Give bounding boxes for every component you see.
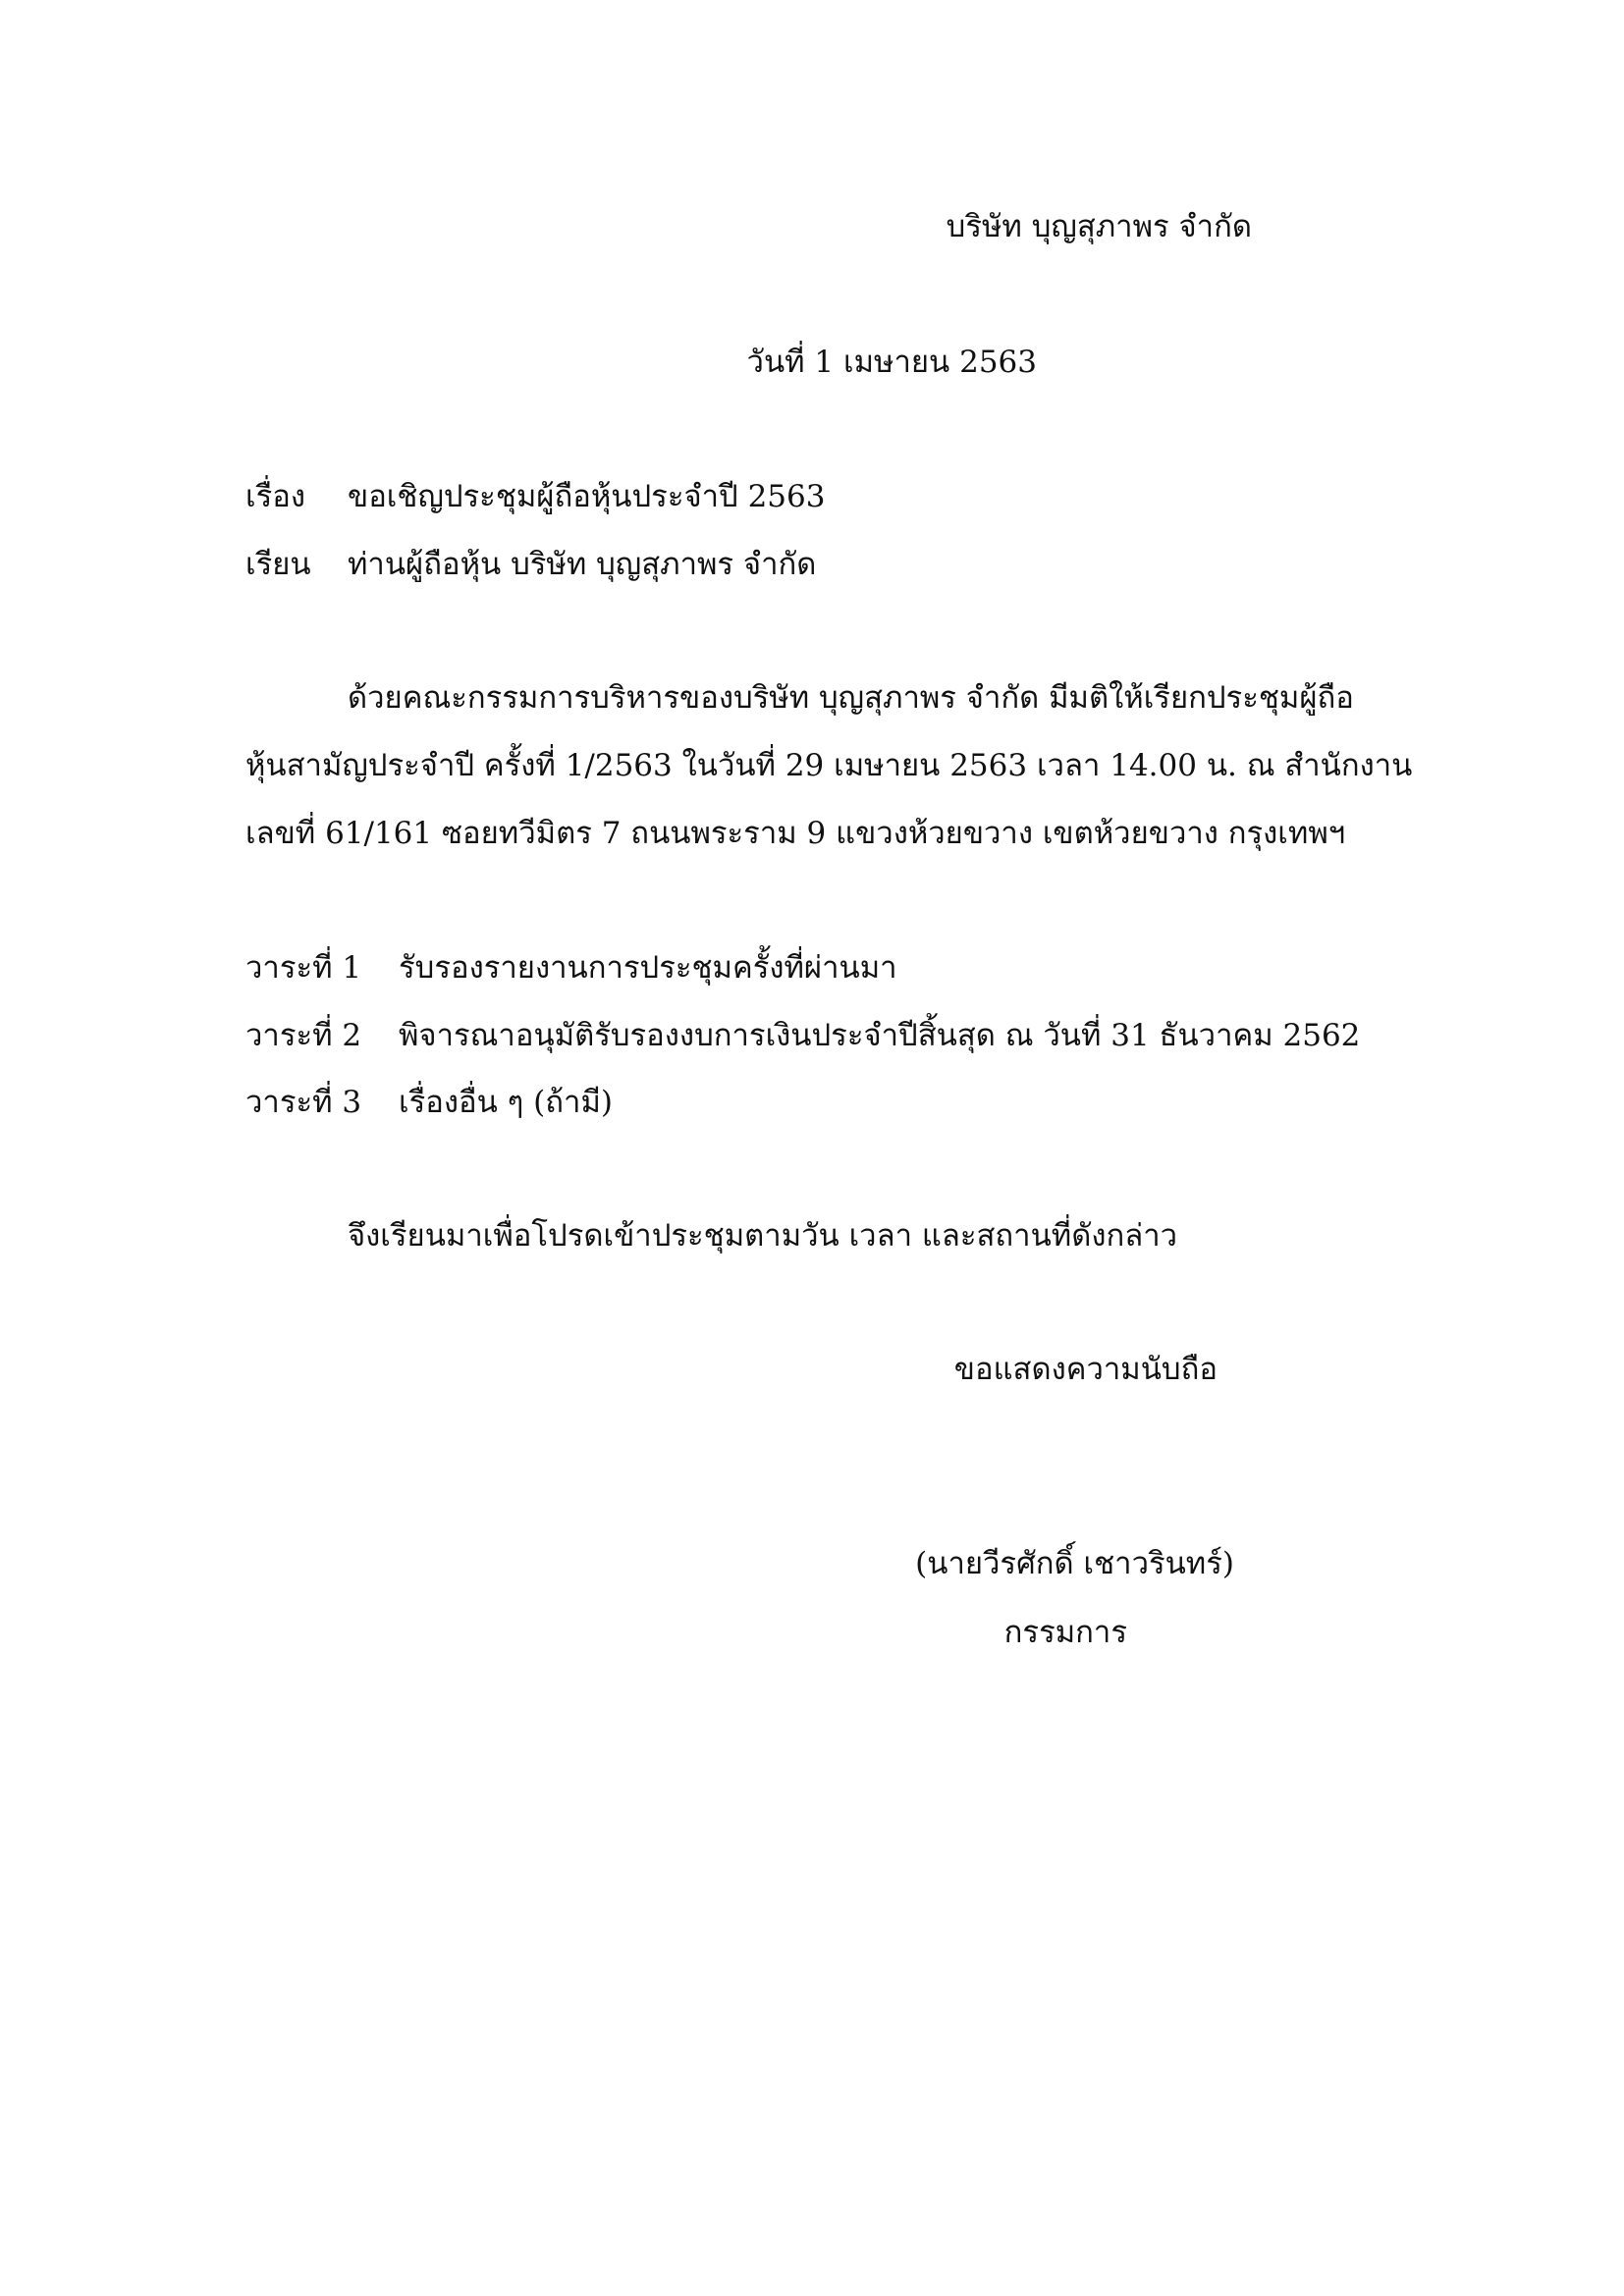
subject-line	[245, 479, 826, 514]
agenda-item	[245, 1018, 1361, 1053]
subject-label: เรื่อง	[245, 479, 306, 514]
signatory-title: กรรมการ	[1003, 1615, 1127, 1650]
recipient-label: เรียน	[245, 547, 311, 582]
agenda-label: วาระที่ 2	[245, 1018, 362, 1053]
letter-date: วันที่ 1 เมษายน 2563	[746, 345, 1037, 380]
agenda-item	[245, 950, 897, 986]
agenda-label: วาระที่ 1	[245, 950, 362, 986]
closing-regards: ขอแสดงความนับถือ	[953, 1352, 1218, 1387]
agenda-text: รับรองรายงานการประชุมครั้งที่ผ่านมา	[399, 950, 897, 986]
subject-text: ขอเชิญประชุมผู้ถือหุ้นประจำปี 2563	[348, 479, 826, 514]
agenda-item	[245, 1085, 613, 1120]
body-line-3: เลขที่ 61/161 ซอยทวีมิตร 7 ถนนพระราม 9 แขวงห้วยขวาง เขตห้วยขวาง กรุงเทพฯ	[245, 816, 1346, 851]
body-line-2: หุ้นสามัญประจำปี ครั้งที่ 1/2563 ในวันที่ 29 เมษายน 2563 เวลา 14.00 น. ณ สำนักงาน	[245, 748, 1413, 783]
body-line-1: ด้วยคณะกรรมการบริหารของบริษัท บุญสุภาพร จำกัด มีมติให้เรียกประชุมผู้ถือ	[348, 680, 1354, 716]
signatory-name: (นายวีรศักดิ์ เชาวรินทร์)	[915, 1546, 1234, 1581]
closing-request: จึงเรียนมาเพื่อโปรดเข้าประชุมตามวัน เวลา และสถานที่ดังกล่าว	[348, 1218, 1178, 1254]
recipient-line	[245, 547, 817, 582]
company-name: บริษัท บุญสุภาพร จำกัด	[946, 209, 1252, 244]
agenda-text: พิจารณาอนุมัติรับรองงบการเงินประจำปีสิ้นสุด ณ วันที่ 31 ธันวาคม 2562	[399, 1018, 1361, 1053]
agenda-label: วาระที่ 3	[245, 1085, 362, 1120]
recipient-text: ท่านผู้ถือหุ้น บริษัท บุญสุภาพร จำกัด	[348, 547, 817, 582]
agenda-text: เรื่องอื่น ๆ (ถ้ามี)	[399, 1085, 613, 1120]
